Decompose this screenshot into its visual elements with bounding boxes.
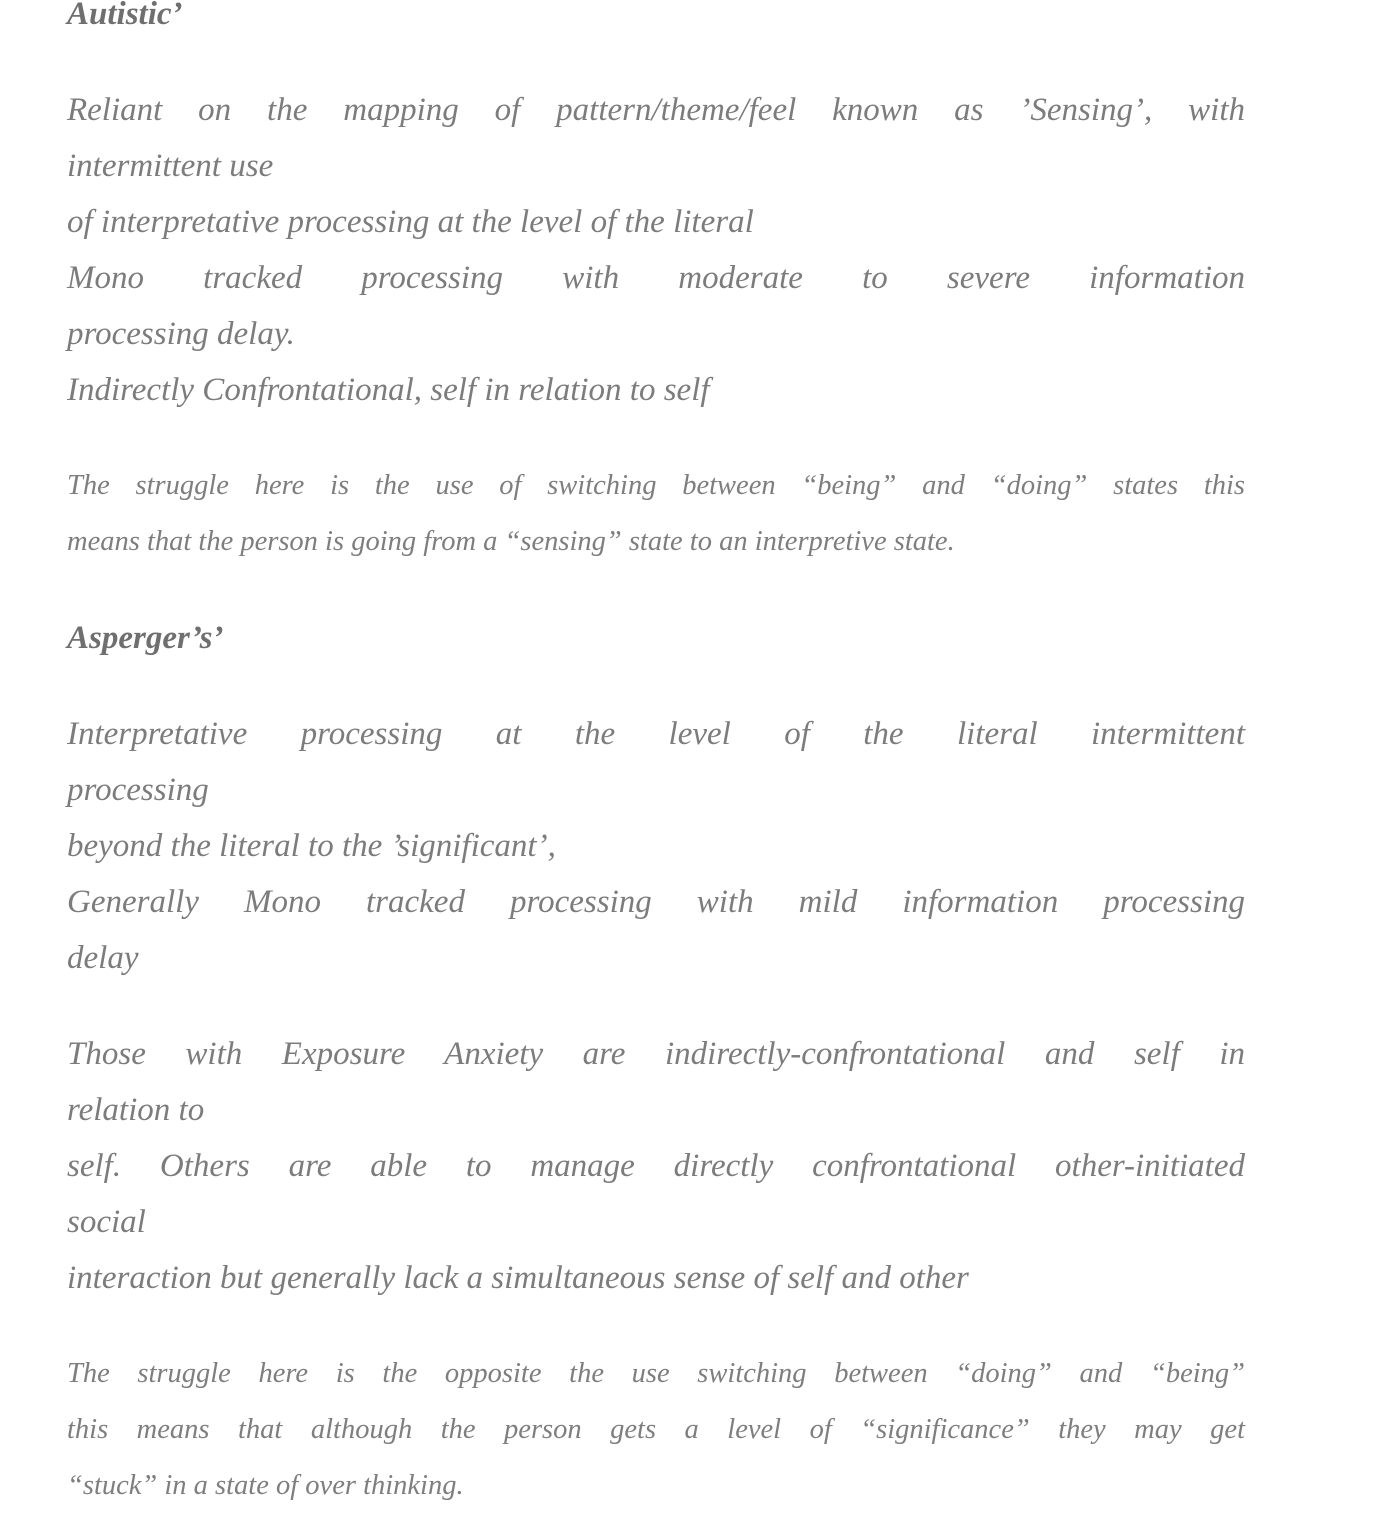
text-line: relation to [67, 1092, 205, 1128]
text-line: Reliant on the mapping of pattern/theme/feel known as ’Sensing’, with [67, 92, 1245, 128]
text-line: delay [67, 940, 139, 976]
heading-aspergers: Asperger’s’ [67, 620, 224, 656]
paragraph-autistic-struggle [67, 458, 1245, 570]
text-line: “stuck” in a state of over thinking. [67, 1470, 464, 1501]
text-line: intermittent use [67, 148, 274, 184]
paragraph-aspergers-struggle [67, 1346, 1245, 1514]
paragraph-aspergers-traits [67, 706, 1245, 986]
text-line: social [67, 1204, 146, 1240]
text-line: Generally Mono tracked processing with mild information processing [67, 884, 1245, 920]
text-line: The struggle here is the opposite the use switching between “doing” and “being” [67, 1358, 1245, 1389]
text-line: interaction but generally lack a simultaneous sense of self and other [67, 1260, 969, 1296]
text-line: Mono tracked processing with moderate to severe information [67, 260, 1245, 296]
paragraph-exposure-anxiety [67, 1026, 1245, 1306]
text-line: beyond the literal to the ’significant’, [67, 828, 556, 864]
text-line: The struggle here is the use of switching between “being” and “doing” states this [67, 470, 1245, 501]
text-line: Those with Exposure Anxiety are indirectly-confrontational and self in [67, 1036, 1245, 1072]
text-line: means that the person is going from a “sensing” state to an interpretive state. [67, 526, 955, 557]
text-line: processing [67, 772, 209, 808]
text-line: processing delay. [67, 316, 295, 352]
text-line: this means that although the person gets a level of “significance” they may get [67, 1414, 1245, 1445]
text-line: Interpretative processing at the level of the literal intermittent [67, 716, 1245, 752]
text-line: of interpretative processing at the level of the literal [67, 204, 754, 240]
paragraph-autistic-traits [67, 82, 1245, 418]
text-line: self. Others are able to manage directly confrontational other-initiated [67, 1148, 1245, 1184]
heading-autistic: Autistic’ [67, 0, 183, 32]
text-line: Indirectly Confrontational, self in relation to self [67, 372, 710, 408]
